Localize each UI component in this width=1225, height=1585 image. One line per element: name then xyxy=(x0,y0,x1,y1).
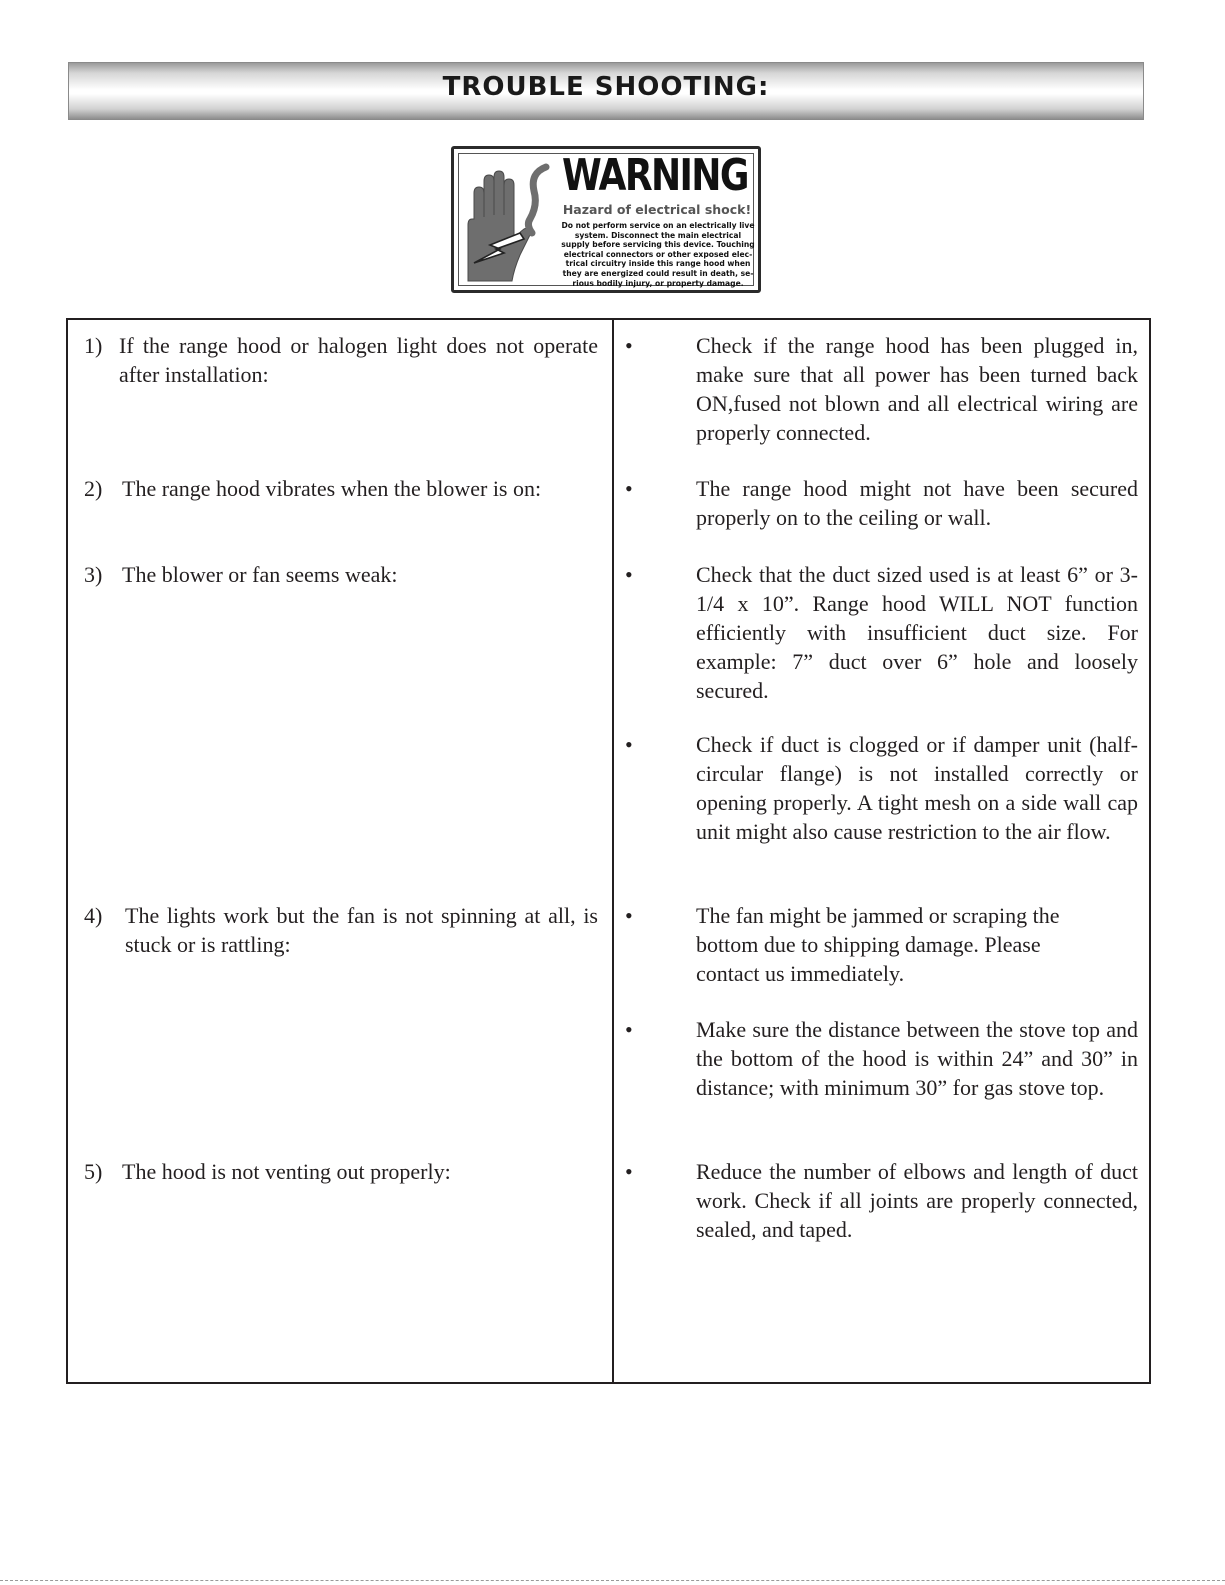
electric-shock-hand-icon xyxy=(460,163,552,283)
bullet-marker: • xyxy=(625,1159,633,1184)
problem-item xyxy=(84,331,598,389)
solution-text: Check if duct is clogged or if damper unit (half-circular flange) is not installed correctly or opening properly. A tight mesh on a side wall cap unit might also cause restriction to the air flow. xyxy=(696,732,1138,844)
warning-body-line: Do not perform service on an electrically live xyxy=(561,221,755,230)
warning-subheading: Hazard of electrical shock! xyxy=(562,202,752,217)
warning-body-line: supply before servicing this device. Touching xyxy=(561,240,755,250)
problem-number: 4) xyxy=(84,903,103,928)
solution-text: Reduce the number of elbows and length of duct work. Check if all joints are properly connected, sealed, and taped. xyxy=(696,1159,1138,1242)
warning-body-line: trical circuitry inside this range hood when xyxy=(565,259,751,269)
warning-body xyxy=(554,221,762,288)
problem-item xyxy=(84,474,598,503)
problem-text: The lights work but the fan is not spinning at all, is stuck or is rattling: xyxy=(125,903,598,957)
solution-text: Check if the range hood has been plugged in, make sure that all power has been turned back ON,fused not blown and all electrical wiring are properly connected. xyxy=(696,333,1138,445)
problem-number: 5) xyxy=(84,1159,103,1184)
page-edge-divider xyxy=(0,1580,1225,1581)
warning-heading-text: WARNING xyxy=(562,150,748,201)
warning-body-line: rious bodily injury, or property damage. xyxy=(572,278,744,288)
solution-text: The fan might be jammed or scraping the bottom due to shipping damage. Please contact us immediately. xyxy=(696,903,1060,986)
problem-item xyxy=(84,1157,598,1186)
problem-text: If the range hood or halogen light does not operate after installation: xyxy=(119,333,598,387)
troubleshooting-table xyxy=(66,318,1151,1384)
warning-body-line: they are energized could result in death, se- xyxy=(562,268,754,278)
problem-number: 2) xyxy=(84,476,103,501)
section-header-bar xyxy=(68,62,1144,120)
problem-item xyxy=(84,901,598,959)
warning-sign xyxy=(451,146,761,293)
solution-text: Check that the duct sized used is at least 6” or 3-1/4 x 10”. Range hood WILL NOT function efficiently with insufficient duct size. For example: 7” duct over 6” hole and loosely secured. xyxy=(696,562,1138,703)
bullet-marker: • xyxy=(625,333,633,358)
bullet-marker: • xyxy=(625,1017,633,1042)
column-divider xyxy=(612,320,614,1382)
problem-text: The hood is not venting out properly: xyxy=(122,1159,451,1184)
problem-number: 1) xyxy=(84,333,103,358)
warning-body-line: system. Disconnect the main electrical xyxy=(574,230,742,240)
bullet-marker: • xyxy=(625,476,633,501)
warning-body-line: electrical connectors or other exposed elec- xyxy=(563,249,753,259)
problem-text: The range hood vibrates when the blower is on: xyxy=(122,476,542,501)
solution-text: Make sure the distance between the stove top and the bottom of the hood is within 24” and 30” in distance; with minimum 30” for gas stove top. xyxy=(696,1017,1138,1100)
problem-number: 3) xyxy=(84,562,103,587)
bullet-marker: • xyxy=(625,562,633,587)
problem-item xyxy=(84,560,598,589)
warning-heading xyxy=(558,151,758,201)
solution-text: The range hood might not have been secured properly on to the ceiling or wall. xyxy=(696,476,1138,530)
bullet-marker: • xyxy=(625,903,633,928)
bullet-marker: • xyxy=(625,732,633,757)
page-title: TROUBLE SHOOTING: xyxy=(442,72,770,102)
problem-text: The blower or fan seems weak: xyxy=(122,562,398,587)
